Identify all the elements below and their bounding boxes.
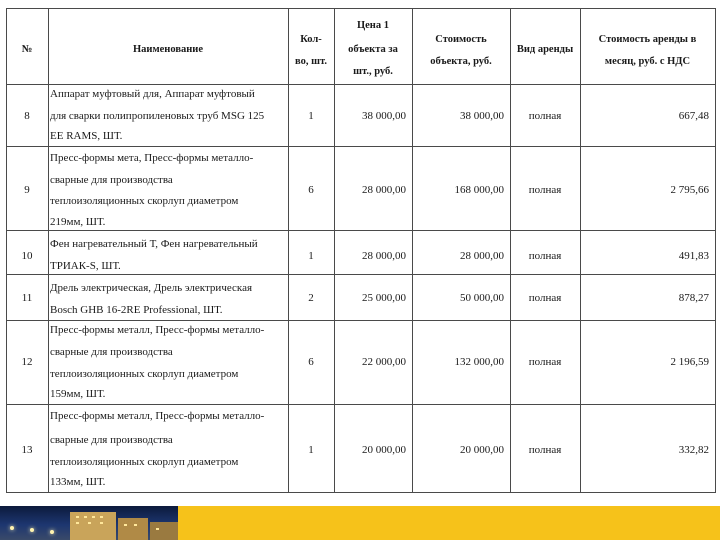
row-qty: 1 xyxy=(308,110,314,122)
header-price-line2: объекта за xyxy=(348,44,398,55)
street-lamp xyxy=(30,528,34,532)
header-qty-line1: Кол- xyxy=(300,34,322,45)
row-qty: 6 xyxy=(308,356,314,368)
header-name: Наименование xyxy=(133,44,203,55)
header-qty-line2: во, шт. xyxy=(295,56,327,67)
row-price: 28 000,00 xyxy=(362,184,406,196)
street-lamp xyxy=(50,530,54,534)
row-qty: 1 xyxy=(308,444,314,456)
header-cost-line2: объекта, руб. xyxy=(430,56,492,67)
window-light xyxy=(124,524,127,526)
row-price: 22 000,00 xyxy=(362,356,406,368)
street-lamp xyxy=(10,526,14,530)
row-name-line: Пресс-формы мета, Пресс-формы металло- xyxy=(50,152,254,164)
footer-band xyxy=(0,506,720,540)
building-shape xyxy=(118,518,148,540)
row-rent: 667,48 xyxy=(678,110,709,122)
header-cost-line1: Стоимость xyxy=(435,34,487,45)
row-type: полная xyxy=(528,356,562,368)
row-type: полная xyxy=(528,250,562,262)
footer-city-photo xyxy=(0,506,178,540)
row-type: полная xyxy=(528,444,562,456)
row-name-line: для сварки полипропиленовых труб MSG 125 xyxy=(50,110,265,122)
col-divider xyxy=(48,8,49,493)
row-name-line: сварные для производства xyxy=(50,346,173,358)
window-light xyxy=(84,516,87,518)
row-divider xyxy=(6,84,716,85)
window-light xyxy=(76,522,79,524)
row-num: 10 xyxy=(21,250,33,262)
row-name-line: Bosch GHB 16-2RE Professional, ШТ. xyxy=(50,304,223,316)
row-name-line: теплоизоляционных скорлуп диаметром xyxy=(50,368,239,380)
row-type: полная xyxy=(528,292,562,304)
row-num: 12 xyxy=(21,356,33,368)
row-rent: 491,83 xyxy=(678,250,709,262)
row-name-line: 133мм, ШТ. xyxy=(50,476,106,488)
row-num: 11 xyxy=(21,292,33,304)
row-divider xyxy=(6,404,716,405)
building-shape xyxy=(150,522,178,540)
row-rent: 2 196,59 xyxy=(670,356,709,368)
row-rent: 332,82 xyxy=(678,444,709,456)
row-rent: 878,27 xyxy=(678,292,709,304)
row-name-line: сварные для производства xyxy=(50,434,173,446)
header-rent-type: Вид аренды xyxy=(516,44,574,55)
row-qty: 2 xyxy=(308,292,314,304)
row-name-line: 219мм, ШТ. xyxy=(50,216,106,228)
row-type: полная xyxy=(528,110,562,122)
window-light xyxy=(92,516,95,518)
row-name-line: Пресс-формы металл, Пресс-формы металло- xyxy=(50,410,265,422)
window-light xyxy=(76,516,79,518)
row-name-line: 159мм, ШТ. xyxy=(50,388,106,400)
row-price: 28 000,00 xyxy=(362,250,406,262)
window-light xyxy=(88,522,91,524)
row-divider xyxy=(6,146,716,147)
row-name-line: теплоизоляционных скорлуп диаметром xyxy=(50,456,239,468)
table-border-bottom xyxy=(6,492,716,493)
row-cost: 20 000,00 xyxy=(460,444,504,456)
window-light xyxy=(156,528,159,530)
row-price: 20 000,00 xyxy=(362,444,406,456)
header-price-line1: Цена 1 xyxy=(356,20,389,31)
row-num: 8 xyxy=(24,110,30,122)
row-type: полная xyxy=(528,184,562,196)
header-rent-line1: Стоимость аренды в xyxy=(598,34,697,45)
row-name-line: EE RAMS, ШТ. xyxy=(50,130,123,142)
row-name-line: Дрель электрическая, Дрель электрическая xyxy=(50,282,253,294)
table-border-top xyxy=(6,8,716,9)
row-qty: 6 xyxy=(308,184,314,196)
row-divider xyxy=(6,230,716,231)
row-cost: 50 000,00 xyxy=(460,292,504,304)
row-divider xyxy=(6,320,716,321)
window-light xyxy=(100,522,103,524)
row-name-line: теплоизоляционных скорлуп диаметром xyxy=(50,195,239,207)
window-light xyxy=(134,524,137,526)
row-price: 25 000,00 xyxy=(362,292,406,304)
row-name-line: Фен нагревательный Т, Фен нагревательный xyxy=(50,238,258,250)
row-name-line: Аппарат муфтовый для, Аппарат муфтовый xyxy=(50,88,255,100)
row-price: 38 000,00 xyxy=(362,110,406,122)
row-num: 13 xyxy=(21,444,33,456)
row-cost: 168 000,00 xyxy=(454,184,504,196)
row-name-line: ТРИАК-S, ШТ. xyxy=(50,260,121,272)
row-num: 9 xyxy=(24,184,30,196)
row-divider xyxy=(6,274,716,275)
row-cost: 132 000,00 xyxy=(454,356,504,368)
header-num: № xyxy=(21,44,33,55)
row-name-line: сварные для производства xyxy=(50,174,173,186)
header-rent-line2: месяц, руб. с НДС xyxy=(604,56,691,67)
row-cost: 28 000,00 xyxy=(460,250,504,262)
window-light xyxy=(100,516,103,518)
row-name-line: Пресс-формы металл, Пресс-формы металло- xyxy=(50,324,265,336)
row-rent: 2 795,66 xyxy=(670,184,709,196)
header-price-line3: шт., руб. xyxy=(353,66,393,77)
row-qty: 1 xyxy=(308,250,314,262)
row-cost: 38 000,00 xyxy=(460,110,504,122)
col-divider xyxy=(715,8,716,493)
